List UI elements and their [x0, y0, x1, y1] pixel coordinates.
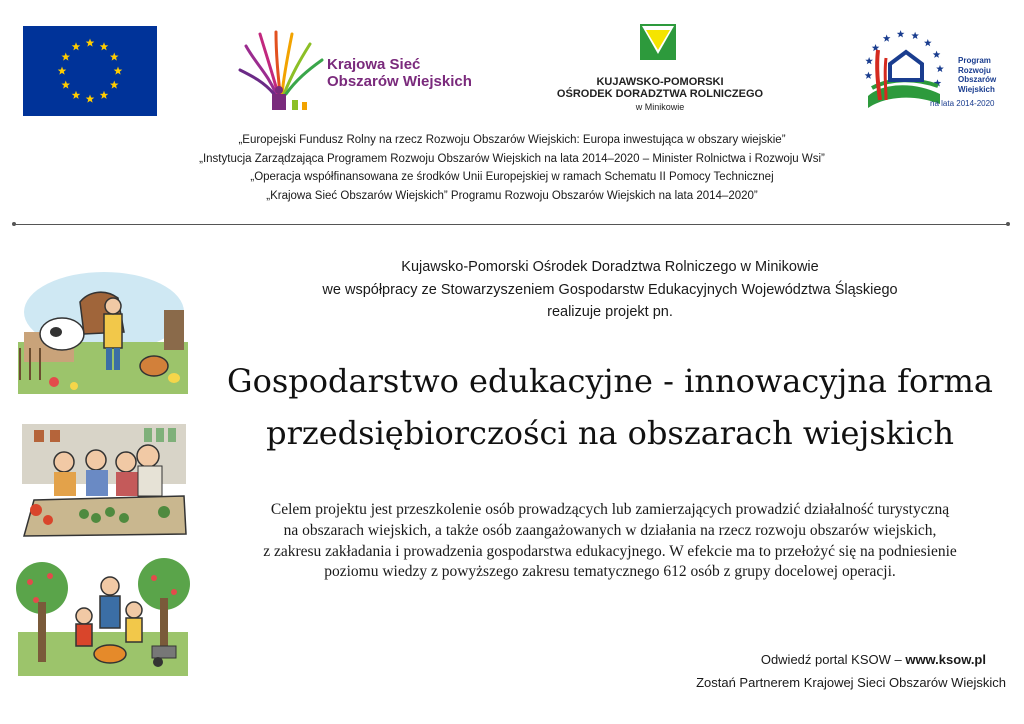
intro-line: realizuje projekt pn.: [547, 304, 673, 320]
description-line: Celem projektu jest przeszkolenie osób prowadzących lub zamierzających prowadzić działalność turystyczną: [270, 501, 950, 518]
kpodr-line2: OŚRODEK DORADZTWA ROLNICZEGO: [556, 88, 764, 100]
prow-star-icon: [911, 32, 919, 39]
prow-star-icon: [865, 57, 873, 64]
kpodr-line3: w Minikowie: [635, 102, 685, 112]
funding-statement: [0, 131, 1024, 205]
ksow-line2: Obszarów Wiejskich: [327, 73, 472, 90]
project-title: [215, 355, 1005, 459]
prow-star-icon: [897, 30, 905, 37]
divider-end: [1006, 222, 1010, 226]
intro-line: Kujawsko-Pomorski Ośrodek Doradztwa Rolniczego w Minikowie: [401, 259, 819, 275]
funding-line: „Krajowa Sieć Obszarów Wiejskich” Programu Rozwoju Obszarów Wiejskich na lata 2014–2020”: [266, 189, 758, 202]
eu-flag-icon: [23, 26, 157, 116]
divider: [14, 224, 1008, 225]
farm-animals-illustration: [14, 262, 192, 402]
kpodr-logo-text: [540, 76, 780, 100]
prow-star-icon: [933, 51, 941, 58]
prow-line4: Wiejskich: [958, 84, 995, 94]
kpodr-logo-icon: [640, 24, 676, 60]
project-description: [205, 500, 1015, 583]
partner-text: Zostań Partnerem Krajowej Sieci Obszarów Wiejskich: [696, 675, 1006, 690]
funding-line: „Instytucja Zarządzająca Programem Rozwoju Obszarów Wiejskich na lata 2014–2020 – Minister Rolnictwa i Rozwoju Wsi”: [199, 152, 825, 165]
kpodr-line1: KUJAWSKO-POMORSKI: [596, 76, 724, 88]
title-line: Gospodarstwo edukacyjne - innowacyjna forma: [227, 362, 993, 400]
prow-line2: Rozwoju: [958, 65, 991, 75]
kitchen-workshop-illustration: [14, 416, 192, 544]
prow-logo-text: [958, 56, 996, 94]
description-line: poziomu wiedzy z powyższego zakresu tematycznego 612 osób z grupy docelowej operacji.: [324, 563, 896, 581]
description-line: z zakresu zakładania i prowadzenia gospodarstwa edukacyjnego. W efekcie ma to przełożyć się na podniesienie: [263, 542, 957, 560]
portal-url-link[interactable]: www.ksow.pl: [905, 652, 986, 667]
portal-link-line: [761, 652, 986, 667]
garden-harvest-illustration: [14, 552, 192, 678]
prow-star-icon: [924, 39, 932, 46]
divider-end: [12, 222, 16, 226]
prow-line3: Obszarów: [958, 75, 997, 84]
prow-years: na lata 2014-2020: [930, 99, 995, 108]
prow-star-icon: [936, 65, 944, 72]
portal-prefix: Odwiedź portal KSOW –: [760, 652, 906, 667]
funding-line: „Europejski Fundusz Rolny na rzecz Rozwoju Obszarów Wiejskich: Europa inwestująca w obszary wiejskie”: [238, 134, 786, 146]
ksow-logo-text: [327, 56, 472, 90]
prow-star-icon: [865, 72, 873, 79]
ksow-line1: Krajowa Sieć: [327, 56, 421, 73]
intro-line: we współpracy ze Stowarzyszeniem Gospodarstw Edukacyjnych Województwa Śląskiego: [322, 281, 898, 298]
prow-star-icon: [883, 34, 891, 41]
intro-text: [220, 256, 1000, 324]
title-line: przedsiębiorczości na obszarach wiejskich: [266, 414, 954, 452]
description-line: na obszarach wiejskich, a także osób zaangażowanych w działania na rzecz rozwoju obszarów wiejskich,: [283, 521, 937, 539]
prow-line1: Program: [958, 56, 991, 65]
funding-line: „Operacja współfinansowana ze środków Unii Europejskiej w ramach Schematu II Pomocy Technicznej: [250, 171, 774, 184]
